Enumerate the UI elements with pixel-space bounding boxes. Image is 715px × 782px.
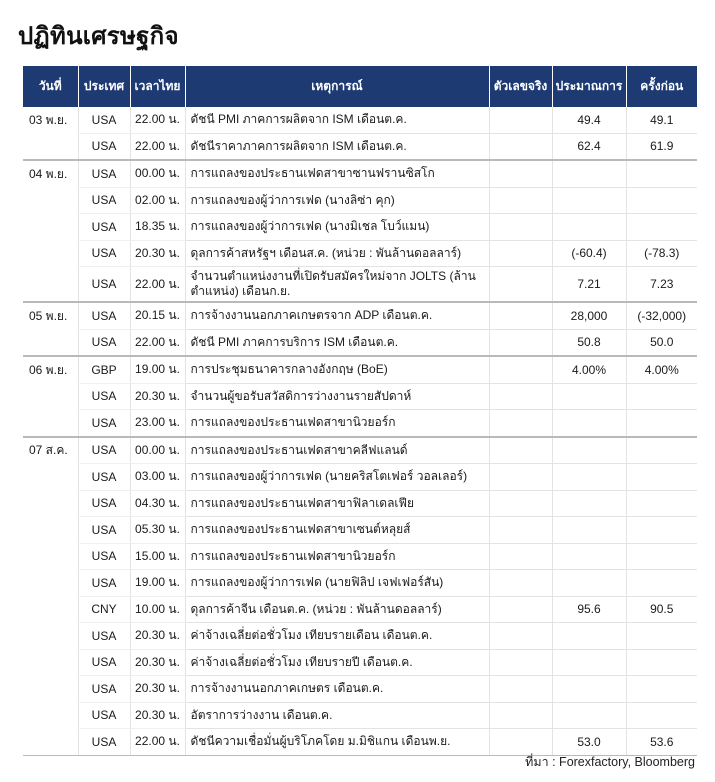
row-actual: [489, 160, 552, 187]
row-event: การแถลงของประธานเฟดสาขาคลีฟแลนด์: [185, 437, 489, 464]
row-country: USA: [78, 702, 130, 729]
row-estimate: [552, 214, 626, 241]
row-country: USA: [78, 410, 130, 437]
row-event: การแถลงของประธานเฟดสาขาซานฟรานซิสโก: [185, 160, 489, 187]
row-actual: [489, 464, 552, 491]
row-time: 20.30 น.: [130, 649, 185, 676]
row-country: USA: [78, 107, 130, 134]
table-row: [23, 329, 697, 356]
row-date: [23, 383, 78, 410]
row-country: USA: [78, 302, 130, 329]
row-estimate: [552, 410, 626, 437]
header-time: เวลาไทย: [130, 66, 185, 107]
row-event: ค่าจ้างเฉลี่ยต่อชั่วโมง เทียบรายเดือน เดือนต.ค.: [185, 623, 489, 650]
row-previous: 4.00%: [626, 356, 697, 383]
row-event: ดัชนี PMI ภาคการผลิตจาก ISM เดือนต.ค.: [185, 107, 489, 134]
row-date: [23, 649, 78, 676]
row-time: 00.00 น.: [130, 160, 185, 187]
row-date: [23, 676, 78, 703]
row-previous: 90.5: [626, 596, 697, 623]
table-body: [23, 107, 697, 756]
row-previous: [626, 517, 697, 544]
row-previous: [626, 437, 697, 464]
row-estimate: 49.4: [552, 107, 626, 134]
row-time: 10.00 น.: [130, 596, 185, 623]
row-date: [23, 570, 78, 597]
row-event: การจ้างงานนอกภาคเกษตร เดือนต.ค.: [185, 676, 489, 703]
row-event: ดุลการค้าจีน เดือนต.ค. (หน่วย : พันล้านดอลลาร์): [185, 596, 489, 623]
row-estimate: 53.0: [552, 729, 626, 756]
table-row: [23, 517, 697, 544]
row-country: USA: [78, 240, 130, 267]
row-previous: 50.0: [626, 329, 697, 356]
row-country: USA: [78, 187, 130, 214]
row-country: USA: [78, 649, 130, 676]
header-event: เหตุการณ์: [185, 66, 489, 107]
row-event: ดัชนีความเชื่อมั่นผู้บริโภคโดย ม.มิชิแกน เดือนพ.ย.: [185, 729, 489, 756]
row-event: การจ้างงานนอกภาคเกษตรจาก ADP เดือนต.ค.: [185, 302, 489, 329]
row-previous: 7.23: [626, 267, 697, 303]
row-estimate: [552, 543, 626, 570]
table-row: [23, 702, 697, 729]
row-time: 04.30 น.: [130, 490, 185, 517]
row-country: USA: [78, 543, 130, 570]
row-estimate: (-60.4): [552, 240, 626, 267]
header-estimate: ประมาณการ: [552, 66, 626, 107]
row-actual: [489, 490, 552, 517]
row-time: 18.35 น.: [130, 214, 185, 241]
row-time: 15.00 น.: [130, 543, 185, 570]
row-previous: (-32,000): [626, 302, 697, 329]
row-estimate: [552, 570, 626, 597]
row-estimate: 4.00%: [552, 356, 626, 383]
row-date: 06 พ.ย.: [23, 356, 78, 383]
row-event: จำนวนตำแหน่งงานที่เปิดรับสมัครใหม่จาก JOLTS (ล้านตำแหน่ง) เดือนก.ย.: [185, 267, 489, 303]
row-event: ดัชนี PMI ภาคการบริการ ISM เดือนต.ค.: [185, 329, 489, 356]
row-country: USA: [78, 160, 130, 187]
row-country: USA: [78, 214, 130, 241]
row-time: 03.00 น.: [130, 464, 185, 491]
row-previous: [626, 490, 697, 517]
row-estimate: [552, 187, 626, 214]
row-time: 00.00 น.: [130, 437, 185, 464]
row-time: 20.30 น.: [130, 240, 185, 267]
row-date: [23, 329, 78, 356]
page-title: ปฏิทินเศรษฐกิจ: [18, 23, 179, 50]
row-time: 20.15 น.: [130, 302, 185, 329]
row-actual: [489, 676, 552, 703]
row-estimate: 62.4: [552, 133, 626, 160]
row-actual: [489, 517, 552, 544]
row-actual: [489, 133, 552, 160]
row-actual: [489, 702, 552, 729]
row-event: อัตราการว่างงาน เดือนต.ค.: [185, 702, 489, 729]
header-actual: ตัวเลขจริง: [489, 66, 552, 107]
table-row: [23, 383, 697, 410]
row-estimate: [552, 649, 626, 676]
row-estimate: [552, 160, 626, 187]
row-country: USA: [78, 729, 130, 756]
row-actual: [489, 383, 552, 410]
row-time: 19.00 น.: [130, 356, 185, 383]
table-row: [23, 623, 697, 650]
row-actual: [489, 214, 552, 241]
row-actual: [489, 410, 552, 437]
row-event: การแถลงของผู้ว่าการเฟด (นายฟิลิป เจฟเฟอร์สัน): [185, 570, 489, 597]
row-date: [23, 490, 78, 517]
row-time: 05.30 น.: [130, 517, 185, 544]
row-time: 20.30 น.: [130, 676, 185, 703]
row-event: การประชุมธนาคารกลางอังกฤษ (BoE): [185, 356, 489, 383]
table-row: [23, 437, 697, 464]
row-previous: [626, 160, 697, 187]
row-time: 22.00 น.: [130, 107, 185, 134]
table-row: [23, 107, 697, 134]
row-actual: [489, 623, 552, 650]
row-estimate: [552, 464, 626, 491]
row-estimate: 28,000: [552, 302, 626, 329]
table-row: [23, 356, 697, 383]
row-previous: [626, 410, 697, 437]
row-date: [23, 623, 78, 650]
row-event: ดุลการค้าสหรัฐฯ เดือนส.ค. (หน่วย : พันล้านดอลลาร์): [185, 240, 489, 267]
row-previous: [626, 543, 697, 570]
row-country: USA: [78, 464, 130, 491]
row-event: การแถลงของประธานเฟดสาขาฟิลาเดลเฟีย: [185, 490, 489, 517]
row-actual: [489, 187, 552, 214]
row-country: USA: [78, 570, 130, 597]
row-date: [23, 187, 78, 214]
row-actual: [489, 329, 552, 356]
row-actual: [489, 267, 552, 303]
row-time: 19.00 น.: [130, 570, 185, 597]
row-estimate: 50.8: [552, 329, 626, 356]
row-previous: 53.6: [626, 729, 697, 756]
row-date: [23, 410, 78, 437]
row-previous: 49.1: [626, 107, 697, 134]
row-time: 20.30 น.: [130, 383, 185, 410]
row-actual: [489, 437, 552, 464]
table-row: [23, 240, 697, 267]
row-previous: [626, 464, 697, 491]
row-time: 22.00 น.: [130, 267, 185, 303]
row-actual: [489, 107, 552, 134]
row-date: [23, 517, 78, 544]
row-time: 23.00 น.: [130, 410, 185, 437]
row-event: การแถลงของผู้ว่าการเฟด (นายคริสโตเฟอร์ วอลเลอร์): [185, 464, 489, 491]
row-date: 07 ส.ค.: [23, 437, 78, 464]
table-row: [23, 570, 697, 597]
row-event: ดัชนีราคาภาคการผลิตจาก ISM เดือนต.ค.: [185, 133, 489, 160]
row-time: 22.00 น.: [130, 133, 185, 160]
row-date: [23, 133, 78, 160]
row-actual: [489, 356, 552, 383]
row-estimate: [552, 437, 626, 464]
row-estimate: [552, 702, 626, 729]
row-country: CNY: [78, 596, 130, 623]
row-date: 05 พ.ย.: [23, 302, 78, 329]
row-country: USA: [78, 490, 130, 517]
row-time: 02.00 น.: [130, 187, 185, 214]
row-estimate: 7.21: [552, 267, 626, 303]
table-row: [23, 133, 697, 160]
row-country: USA: [78, 383, 130, 410]
row-country: USA: [78, 437, 130, 464]
economic-calendar-table: [23, 66, 697, 756]
header-previous: ครั้งก่อน: [626, 66, 697, 107]
table-row: [23, 302, 697, 329]
row-date: [23, 240, 78, 267]
table-row: [23, 160, 697, 187]
row-previous: [626, 623, 697, 650]
row-date: [23, 596, 78, 623]
row-country: GBP: [78, 356, 130, 383]
table-row: [23, 490, 697, 517]
header-date: วันที่: [23, 66, 78, 107]
row-country: USA: [78, 133, 130, 160]
row-actual: [489, 596, 552, 623]
row-date: [23, 214, 78, 241]
row-event: การแถลงของผู้ว่าการเฟด (นางลิซ่า คุก): [185, 187, 489, 214]
row-previous: 61.9: [626, 133, 697, 160]
row-date: 03 พ.ย.: [23, 107, 78, 134]
header-country: ประเทศ: [78, 66, 130, 107]
row-event: การแถลงของประธานเฟดสาขาเซนต์หลุยส์: [185, 517, 489, 544]
row-actual: [489, 302, 552, 329]
row-date: [23, 464, 78, 491]
row-date: [23, 543, 78, 570]
table-row: [23, 214, 697, 241]
row-date: [23, 702, 78, 729]
row-previous: [626, 383, 697, 410]
row-actual: [489, 240, 552, 267]
row-event: การแถลงของประธานเฟดสาขานิวยอร์ก: [185, 543, 489, 570]
row-date: [23, 267, 78, 303]
table-row: [23, 649, 697, 676]
row-country: USA: [78, 267, 130, 303]
row-event: การแถลงของประธานเฟดสาขานิวยอร์ก: [185, 410, 489, 437]
row-actual: [489, 649, 552, 676]
table-header-row: [23, 66, 697, 107]
row-date: 04 พ.ย.: [23, 160, 78, 187]
row-estimate: [552, 676, 626, 703]
row-event: จำนวนผู้ขอรับสวัสดิการว่างงานรายสัปดาห์: [185, 383, 489, 410]
table-row: [23, 410, 697, 437]
row-event: ค่าจ้างเฉลี่ยต่อชั่วโมง เทียบรายปี เดือนต.ค.: [185, 649, 489, 676]
row-previous: [626, 570, 697, 597]
table-row: [23, 464, 697, 491]
row-estimate: [552, 623, 626, 650]
row-country: USA: [78, 623, 130, 650]
row-previous: [626, 214, 697, 241]
row-estimate: [552, 383, 626, 410]
source-note: ที่มา : Forexfactory, Bloomberg: [525, 755, 695, 769]
row-time: 20.30 น.: [130, 623, 185, 650]
row-previous: [626, 187, 697, 214]
row-date: [23, 729, 78, 756]
row-country: USA: [78, 517, 130, 544]
row-time: 22.00 น.: [130, 329, 185, 356]
table-row: [23, 187, 697, 214]
row-country: USA: [78, 329, 130, 356]
table-row: [23, 596, 697, 623]
row-previous: [626, 649, 697, 676]
row-actual: [489, 570, 552, 597]
row-previous: (-78.3): [626, 240, 697, 267]
row-previous: [626, 676, 697, 703]
row-previous: [626, 702, 697, 729]
row-country: USA: [78, 676, 130, 703]
row-estimate: [552, 490, 626, 517]
row-actual: [489, 543, 552, 570]
row-estimate: 95.6: [552, 596, 626, 623]
row-time: 20.30 น.: [130, 702, 185, 729]
row-time: 22.00 น.: [130, 729, 185, 756]
table-row: [23, 543, 697, 570]
table-row: [23, 676, 697, 703]
row-estimate: [552, 517, 626, 544]
table-row: [23, 267, 697, 303]
row-event: การแถลงของผู้ว่าการเฟด (นางมิเชล โบว์แมน): [185, 214, 489, 241]
